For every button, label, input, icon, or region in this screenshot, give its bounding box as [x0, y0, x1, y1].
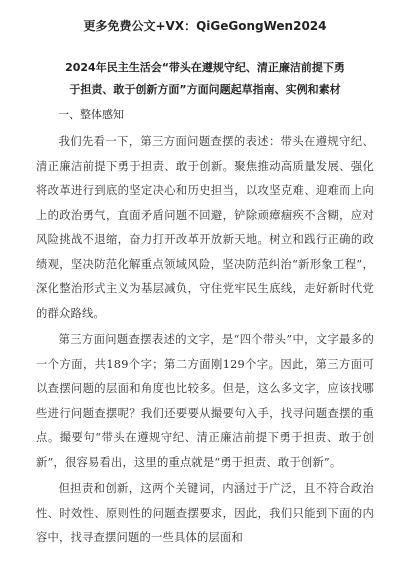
promo-header: 更多免费公文+VX：QiGeGongWen2024 — [83, 19, 327, 33]
section-heading: 一、整体感知 — [58, 108, 124, 121]
title-line-2: 于担责、敢于创新方面”方面问题起草指南、实例和素材 — [69, 83, 341, 96]
title-line-1: 2024年民主生活会“带头在遵规守纪、清正廉洁前提下勇 — [65, 61, 345, 74]
paragraph-3: 但担责和创新，这两个关键词，内涵过于广泛，且不符合政治性、时效性、原则性的问题查摆要求，因此，我们只能到下面的内容中，找寻查摆问题的一些具体的层面和 — [36, 482, 374, 544]
paragraph-1: 我们先看一下，第三方面问题查摆的表述：带头在遵规守纪、清正廉洁前提下勇于担责、敢于创新。聚焦推动高质量发展、强化将改革进行到底的坚定决心和历史担当，以攻坚克难、迎难而上向上的政治勇气，直面矛盾问题不回避，铲除顽瘴痼疾不含糊，应对风险挑战不退缩，奋力打开改革开放新天地。树立和践行正确的政绩观，坚决防范化解重点领域风险，坚决防范纠治“新形象工程”，深化整治形式主义为基层减负，守住党牢民生底线，走好新时代党的群众路线。 — [36, 135, 374, 320]
document-body — [36, 130, 374, 551]
document-title — [36, 58, 374, 100]
paragraph-2: 第三方面问题查摆表述的文字，是“四个带头”中，文字最多的一个方面，共189个字；第二方面刚129个字。因此，第三方面可以查摆问题的层面和角度也比较多。但是，这么多文字，应该找哪些进行问题查摆呢？我们还要要从撮要句入手，找寻问题查摆的重点。撮要句“带头在遵规守纪、清正廉洁前提下勇于担责、敢于创新”，很容易看出，这里的重点就是“勇于担责、敢于创新”。 — [36, 333, 374, 469]
